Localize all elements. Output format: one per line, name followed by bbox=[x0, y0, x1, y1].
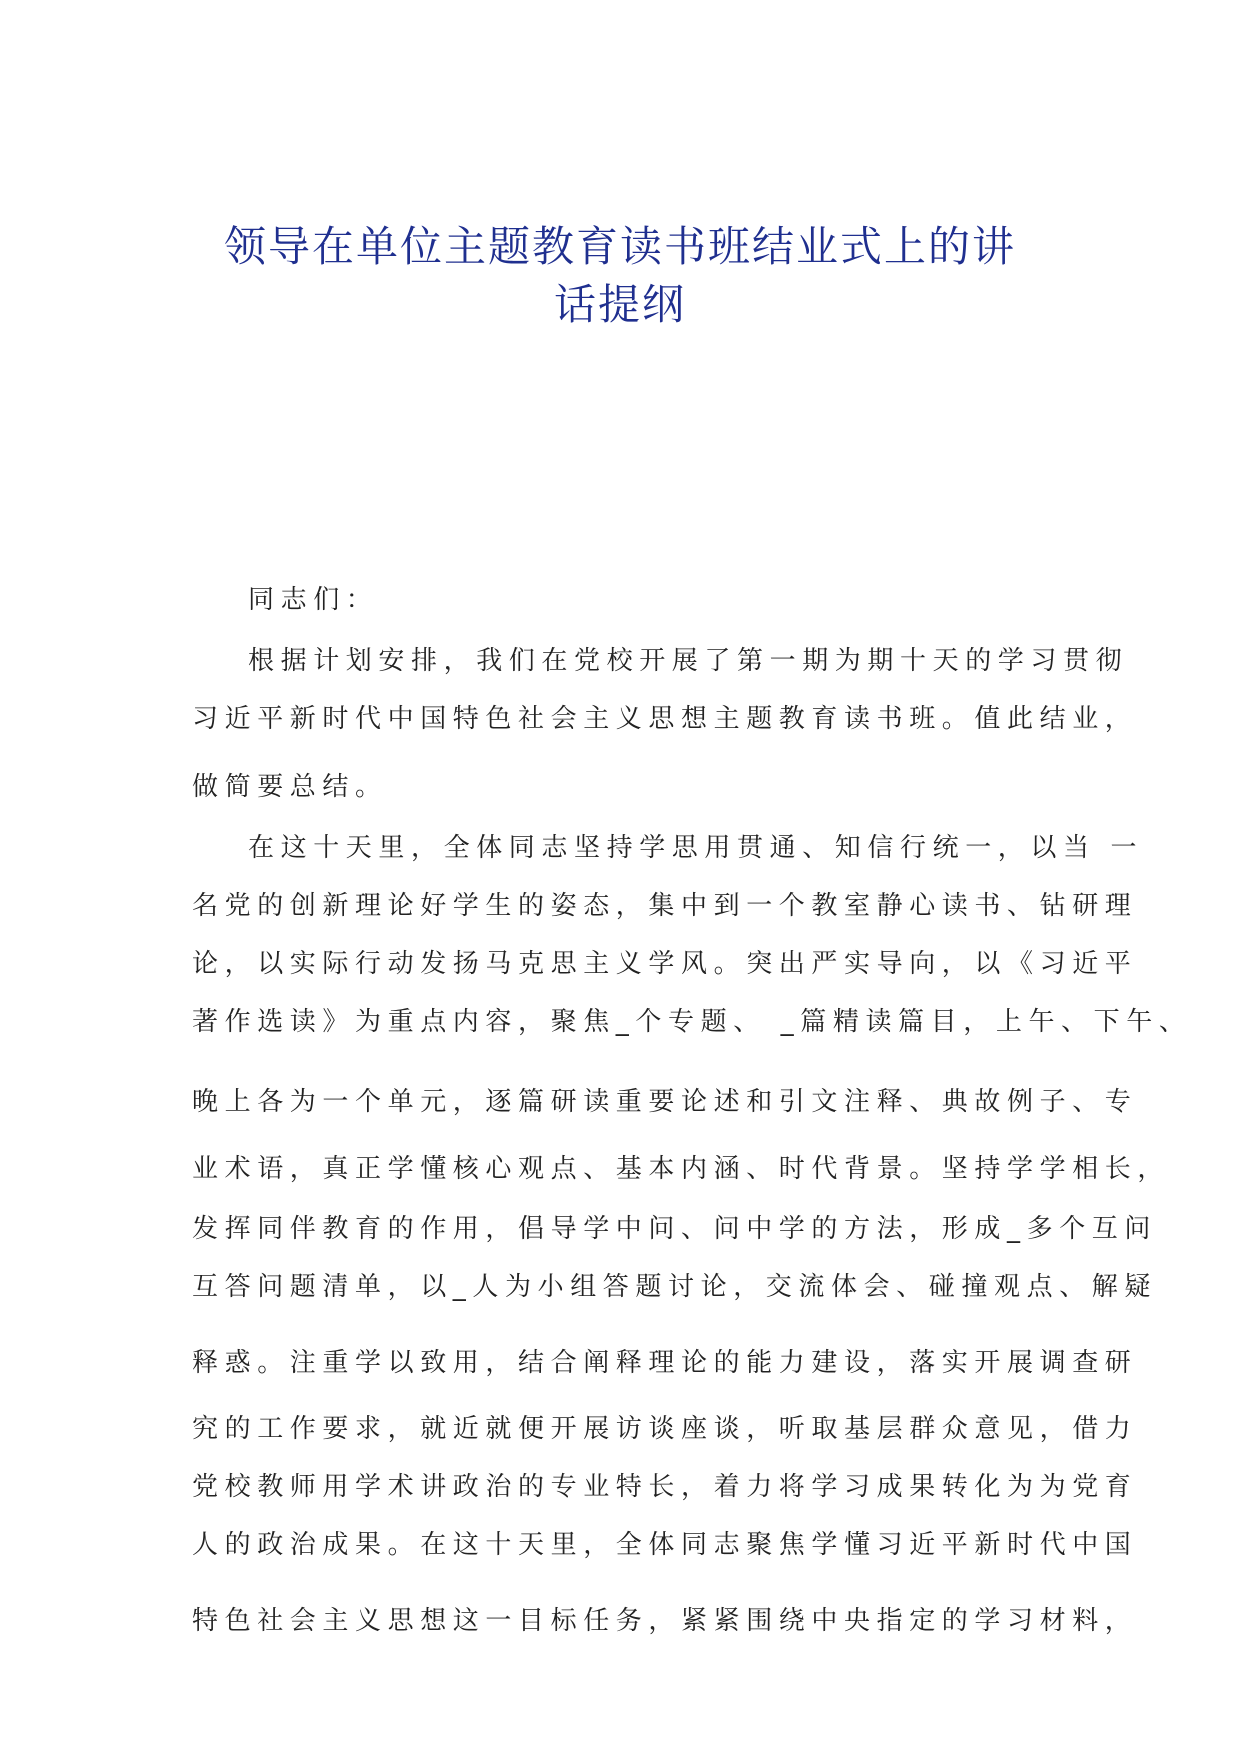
paragraph-2-line-2: 名党的创新理论好学生的姿态，集中到一个教室静心读书、钻研理 bbox=[192, 891, 1138, 921]
paragraph-2-line-6: 业术语，真正学懂核心观点、基本内涵、时代背景。坚持学学相长， bbox=[192, 1154, 1171, 1184]
paragraph-2-line-1: 在这十天里，全体同志坚持学思用贯通、知信行统一，以当 一 bbox=[248, 833, 1144, 863]
paragraph-1-line-3: 做简要总结。 bbox=[192, 772, 388, 802]
paragraph-2-line-5: 晚上各为一个单元，逐篇研读重要论述和引文注释、典故例子、专 bbox=[192, 1087, 1138, 1117]
paragraph-2-line-9: 释惑。注重学以致用，结合阐释理论的能力建设，落实开展调查研 bbox=[192, 1348, 1138, 1378]
document-title-line-1: 领导在单位主题教育读书班结业式上的讲 bbox=[223, 222, 1016, 271]
paragraph-1-line-2: 习近平新时代中国特色社会主义思想主题教育读书班。值此结业， bbox=[192, 704, 1138, 734]
paragraph-2-line-13: 特色社会主义思想这一目标任务，紧紧围绕中央指定的学习材料， bbox=[192, 1606, 1138, 1636]
paragraph-2-line-7: 发挥同伴教育的作用，倡导学中问、问中学的方法，形成_多个互问 bbox=[192, 1214, 1158, 1244]
paragraph-2-line-4: 著作选读》为重点内容，聚焦_个专题、 _篇精读篇目，上午、下午、 bbox=[192, 1007, 1192, 1037]
paragraph-2-line-12: 人的政治成果。在这十天里，全体同志聚焦学懂习近平新时代中国 bbox=[192, 1530, 1138, 1560]
paragraph-1-line-1: 根据计划安排，我们在党校开展了第一期为期十天的学习贯彻 bbox=[248, 646, 1129, 676]
paragraph-2-line-8: 互答问题清单，以_人为小组答题讨论，交流体会、碰撞观点、解疑 bbox=[192, 1272, 1158, 1302]
paragraph-2-line-3: 论，以实际行动发扬马克思主义学风。突出严实导向，以《习近平 bbox=[192, 949, 1138, 979]
paragraph-2-line-11: 党校教师用学术讲政治的专业特长，着力将学习成果转化为为党育 bbox=[192, 1472, 1138, 1502]
document-title-line-2: 话提纲 bbox=[553, 280, 686, 329]
salutation: 同志们： bbox=[248, 585, 379, 615]
paragraph-2-line-10: 究的工作要求，就近就便开展访谈座谈，听取基层群众意见，借力 bbox=[192, 1414, 1138, 1444]
